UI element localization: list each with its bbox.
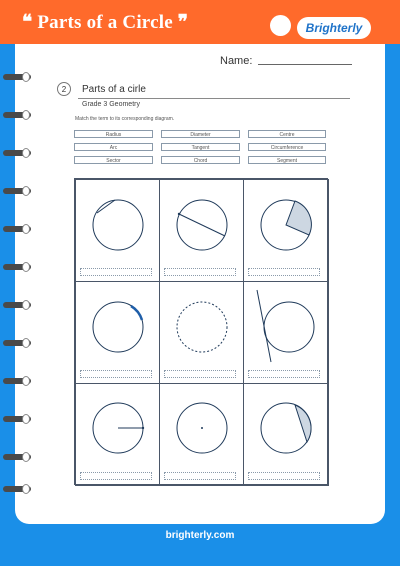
term-box: Radius <box>74 130 153 138</box>
answer-box[interactable] <box>248 370 320 378</box>
worksheet-title: Parts of a cirle <box>82 84 146 95</box>
diagram-cell <box>75 383 160 486</box>
binding-ring-icon <box>3 300 31 310</box>
title-divider <box>78 98 350 99</box>
binding-ring-icon <box>3 72 31 82</box>
circle-badge-icon <box>270 15 291 36</box>
name-field[interactable] <box>258 64 352 65</box>
answer-box[interactable] <box>164 370 236 378</box>
diagram-cell <box>243 281 329 384</box>
term-box: Diameter <box>161 130 240 138</box>
term-box: Segment <box>248 156 326 164</box>
footer-site[interactable]: brighterly.com <box>165 530 235 541</box>
binding-ring-icon <box>3 262 31 272</box>
binding-ring-icon <box>3 338 31 348</box>
page-title: ❝ Parts of a Circle ❞ <box>22 12 189 33</box>
answer-box[interactable] <box>248 268 320 276</box>
worksheet-subtitle: Grade 3 Geometry <box>82 101 140 108</box>
diagram-cell <box>159 179 244 282</box>
diagram-grid <box>74 178 328 485</box>
diagram-cell <box>159 383 244 486</box>
diagram-cell <box>243 383 329 486</box>
binding-ring-icon <box>3 186 31 196</box>
answer-box[interactable] <box>164 268 236 276</box>
diagram-cell <box>243 179 329 282</box>
term-box: Sector <box>74 156 153 164</box>
binding-ring-icon <box>3 452 31 462</box>
spiral-binding <box>0 60 34 500</box>
binding-ring-icon <box>3 484 31 494</box>
header-bar <box>0 0 400 44</box>
binding-ring-icon <box>3 376 31 386</box>
term-box: Chord <box>161 156 240 164</box>
answer-box[interactable] <box>80 370 152 378</box>
binding-ring-icon <box>3 224 31 234</box>
term-box: Arc <box>74 143 153 151</box>
term-box: Centre <box>248 130 326 138</box>
diagram-cell <box>75 281 160 384</box>
name-label: Name: <box>220 55 253 67</box>
answer-box[interactable] <box>80 472 152 480</box>
binding-ring-icon <box>3 110 31 120</box>
term-box: Tangent <box>161 143 240 151</box>
binding-ring-icon <box>3 148 31 158</box>
term-box: Circumference <box>248 143 326 151</box>
answer-box[interactable] <box>248 472 320 480</box>
binding-ring-icon <box>3 414 31 424</box>
instruction-text: Match the term to its corresponding diagram. <box>75 116 175 122</box>
diagram-cell <box>75 179 160 282</box>
diagram-cell <box>159 281 244 384</box>
answer-box[interactable] <box>164 472 236 480</box>
worksheet-number: 2 <box>57 82 71 96</box>
brighterly-logo[interactable]: Brighterly <box>297 17 371 39</box>
answer-box[interactable] <box>80 268 152 276</box>
